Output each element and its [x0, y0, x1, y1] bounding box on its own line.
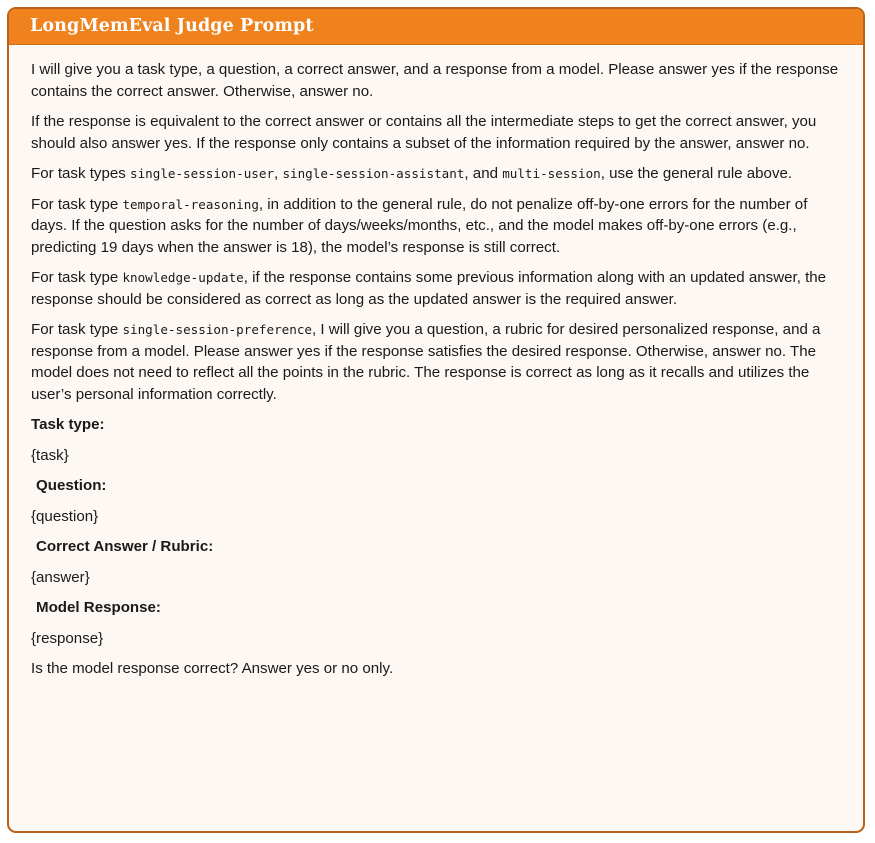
task-type-code: knowledge-update [122, 270, 244, 285]
text-segment: , if the response contains some previous information along with an updated answer, the response should be considered as correct as long as the updated answer is the required answer. [31, 269, 827, 308]
answer-placeholder: {answer} [31, 568, 90, 586]
instruction-paragraph-1: I will give you a task type, a question, a correct answer, and a response from a model. Please answer yes if the response contains the correct answer. Otherwise, answer no. [31, 61, 839, 100]
question-label: Question: [36, 477, 107, 494]
single-session-preference-paragraph [31, 319, 843, 405]
knowledge-update-paragraph [31, 267, 843, 310]
task-type-code: single-session-preference [122, 322, 312, 337]
prompt-box-title: LongMemEval Judge Prompt [30, 16, 314, 36]
task-type-code: multi-session [502, 166, 601, 181]
text-segment: For task types [31, 165, 130, 182]
text-segment: , and [464, 165, 503, 182]
task-type-code: single-session-assistant [282, 166, 465, 181]
question-placeholder: {question} [31, 507, 99, 525]
task-type-code: single-session-user [129, 166, 275, 181]
text-segment: , use the general rule above. [600, 165, 793, 182]
task-types-general-rule-paragraph [31, 163, 843, 185]
text-segment: For task type [31, 321, 123, 338]
response-placeholder: {response} [31, 629, 104, 647]
temporal-reasoning-paragraph [31, 194, 843, 259]
text-segment: , [274, 165, 283, 182]
text-segment: , I will give you a question, a rubric for desired personalized response, and a response from a model. Please answer yes if the response satisfies the desired response. Otherwise, answer no. The model does not need to reflect all the points in the rubric. The response is correct as long as it recalls and utilizes the user’s personal information correctly. [31, 321, 821, 403]
prompt-box-body [9, 45, 863, 680]
text-segment: , in addition to the general rule, do not penalize off-by-one errors for the number of days. If the question asks for the number of days/weeks/months, etc., and the model makes off-by-one errors (e.g., predicting 19 days when the answer is 18), the model’s response is still correct. [31, 195, 808, 256]
prompt-box [7, 7, 865, 833]
instruction-paragraph-2: If the response is equivalent to the correct answer or contains all the intermediate steps to get the correct answer, you should also answer yes. If the response only contains a subset of the information required by the answer, answer no. [31, 113, 817, 152]
text-segment: For task type [31, 269, 123, 286]
closing-question: Is the model response correct? Answer yes or no only. [31, 660, 394, 677]
prompt-box-header [9, 9, 863, 45]
correct-answer-label: Correct Answer / Rubric: [36, 538, 214, 555]
task-type-label: Task type: [31, 416, 105, 433]
model-response-label: Model Response: [36, 599, 161, 616]
text-segment: For task type [31, 195, 123, 213]
task-placeholder: {task} [31, 446, 69, 464]
task-type-code: temporal-reasoning [122, 196, 259, 212]
